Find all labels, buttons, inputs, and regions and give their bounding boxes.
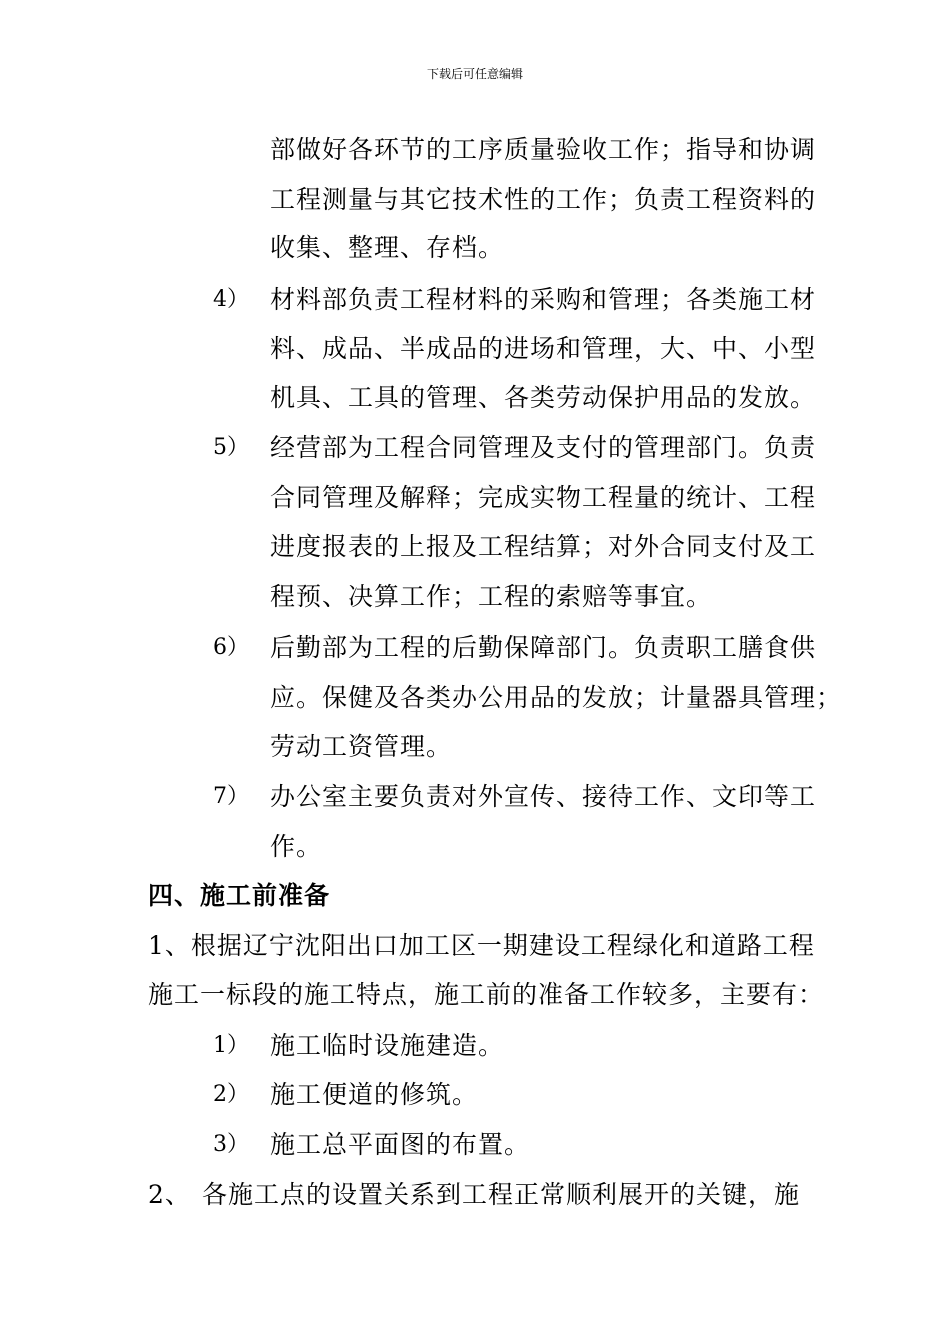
continuation-line: 工程测量与其它技术性的工作；负责工程资料的: [270, 185, 817, 214]
continuation-line: 部做好各环节的工序质量验收工作；指导和协调: [270, 135, 817, 164]
list-item-line: 办公室主要负责对外宣传、接待工作、文印等工: [270, 782, 817, 811]
continuation-line: 收集、整理、存档。: [270, 233, 505, 262]
section-heading: 四、施工前准备: [148, 881, 331, 910]
list-item-number: 5）: [213, 435, 249, 460]
list-item-line: 作。: [270, 832, 323, 861]
list-item-line: 程预、决算工作；工程的索赔等事宜。: [270, 582, 713, 611]
list-item-line: 进度报表的上报及工程结算；对外合同支付及工: [270, 532, 817, 561]
sub-item-text: 施工便道的修筑。: [270, 1080, 479, 1109]
list-item-line: 后勤部为工程的后勤保障部门。负责职工膳食供: [270, 633, 817, 662]
sub-item-number: 1）: [213, 1033, 249, 1058]
list-item-line: 材料部负责工程材料的采购和管理；各类施工材: [270, 285, 817, 314]
list-item-line: 应。保健及各类办公用品的发放；计量器具管理；: [270, 683, 843, 712]
list-item-number: 7）: [213, 784, 249, 809]
list-item-line: 机具、工具的管理、各类劳动保护用品的发放。: [270, 383, 817, 412]
page-header-note: 下载后可任意编辑: [426, 67, 523, 81]
list-item-line: 经营部为工程合同管理及支付的管理部门。负责: [270, 433, 817, 462]
sub-item-text: 施工总平面图的布置。: [270, 1130, 531, 1159]
sub-item-text: 施工临时设施建造。: [270, 1031, 505, 1060]
list-item-line: 合同管理及解释；完成实物工程量的统计、工程: [270, 483, 817, 512]
sub-item-number: 3）: [213, 1132, 249, 1157]
paragraph-line: 施工一标段的施工特点，施工前的准备工作较多，主要有：: [148, 980, 825, 1009]
list-item-number: 6）: [213, 635, 249, 660]
paragraph-line: 1、根据辽宁沈阳出口加工区一期建设工程绿化和道路工程: [148, 931, 815, 960]
list-item-line: 劳动工资管理。: [270, 732, 453, 761]
paragraph-line: 各施工点的设置关系到工程正常顺利展开的关键，施: [202, 1180, 801, 1209]
list-item-line: 料、成品、半成品的进场和管理，大、中、小型: [270, 334, 817, 363]
paragraph-number: 2、: [148, 1180, 191, 1209]
sub-item-number: 2）: [213, 1082, 249, 1107]
list-item-number: 4）: [213, 287, 249, 312]
